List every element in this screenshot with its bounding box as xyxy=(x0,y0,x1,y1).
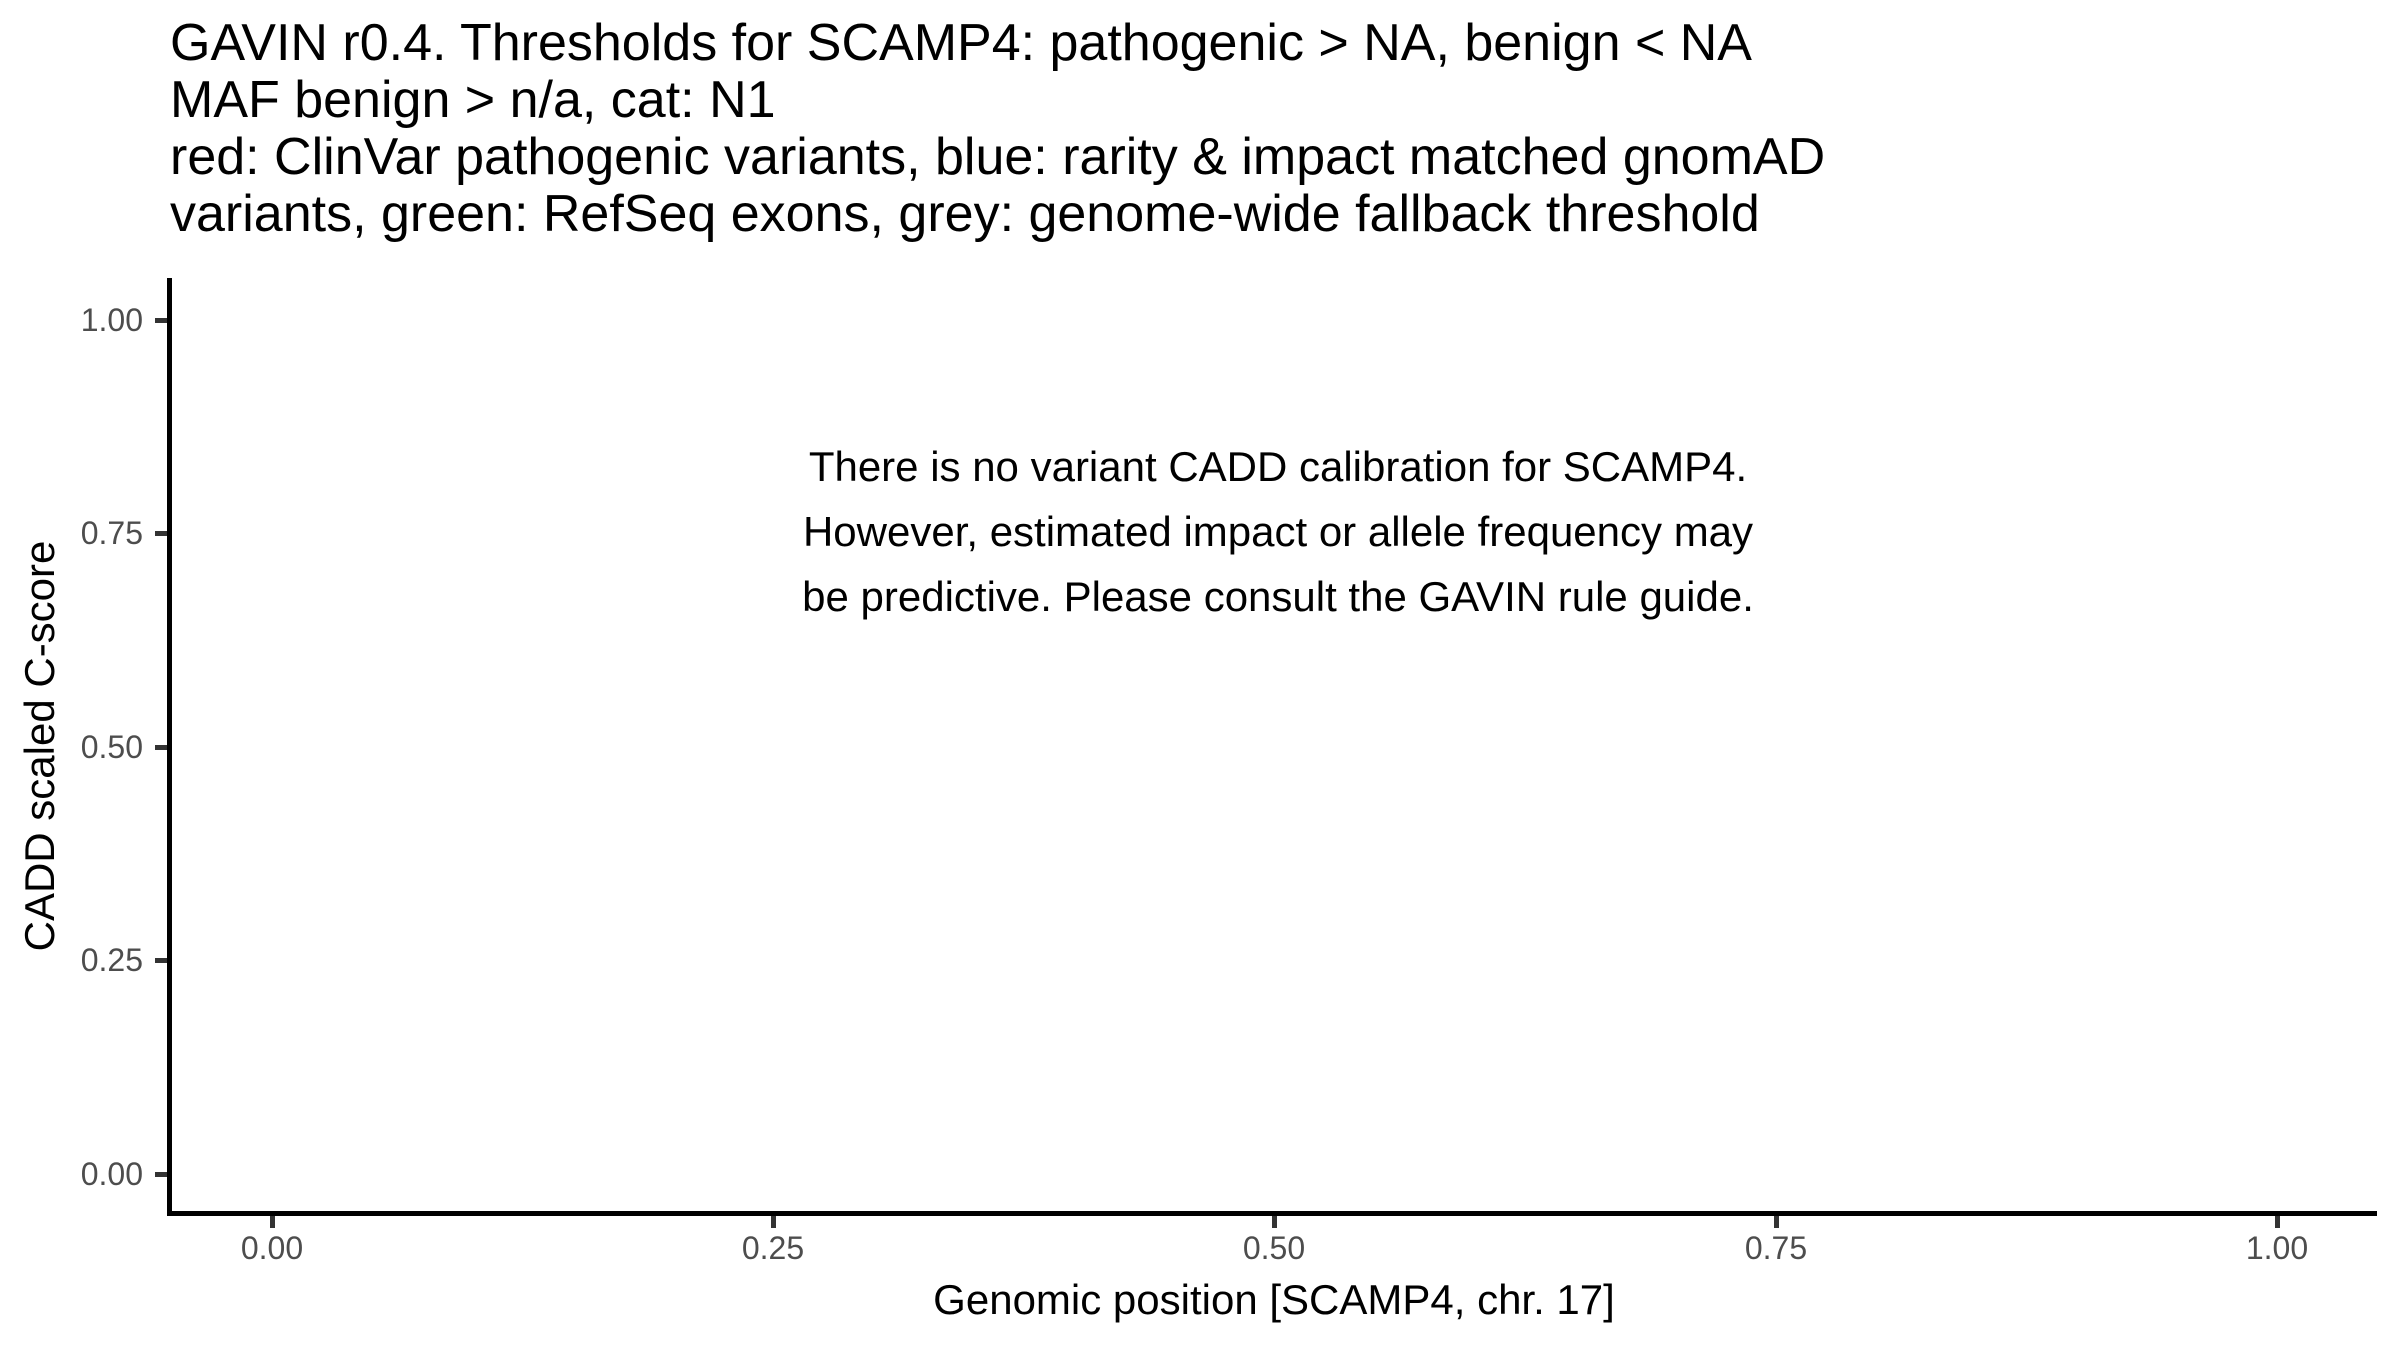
x-axis-tick-0.75 xyxy=(1774,1216,1779,1228)
x-axis-tick-1.00 xyxy=(2275,1216,2280,1228)
x-axis-tick-0.50 xyxy=(1272,1216,1277,1228)
annotation-line-2: However, estimated impact or allele frequency may xyxy=(802,508,1754,555)
y-tick-label: 0.50 xyxy=(80,729,143,765)
annotation-line-1: There is no variant CADD calibration for SCAMP4. xyxy=(808,443,1748,490)
plot-title xyxy=(170,15,1825,243)
x-tick-label: 0.00 xyxy=(240,1230,304,1266)
plot-title-line-1: GAVIN r0.4. Thresholds for SCAMP4: pathogenic > NA, benign < NA xyxy=(170,14,1752,72)
x-tick-label: 0.50 xyxy=(1242,1230,1306,1266)
y-axis-tick-0.00 xyxy=(155,1172,167,1177)
x-tick-label: 1.00 xyxy=(2245,1230,2309,1266)
y-axis-tick-1.00 xyxy=(155,318,167,323)
x-axis-tick-0.00 xyxy=(270,1216,275,1228)
y-tick-label: 1.00 xyxy=(80,302,143,338)
plot-title-line-4: variants, green: RefSeq exons, grey: genome-wide fallback threshold xyxy=(170,185,1760,243)
y-axis-tick-0.75 xyxy=(155,531,167,536)
annotation-line-3: be predictive. Please consult the GAVIN rule guide. xyxy=(802,573,1754,620)
x-axis-tick-0.25 xyxy=(771,1216,776,1228)
plot-title-line-2: MAF benign > n/a, cat: N1 xyxy=(170,71,776,129)
x-tick-label: 0.25 xyxy=(741,1230,805,1266)
y-tick-label: 0.00 xyxy=(80,1156,143,1192)
y-tick-label: 0.75 xyxy=(80,515,143,551)
x-tick-label: 0.75 xyxy=(1744,1230,1808,1266)
y-tick-label: 0.25 xyxy=(80,942,143,978)
y-axis-tick-0.50 xyxy=(155,745,167,750)
no-calibration-annotation xyxy=(802,434,1754,629)
plot-panel xyxy=(167,278,2377,1216)
y-axis-title: CADD scaled C-score xyxy=(16,540,63,952)
y-axis-tick-0.25 xyxy=(155,958,167,963)
x-axis-title: Genomic position [SCAMP4, chr. 17] xyxy=(933,1276,1615,1323)
plot-title-line-3: red: ClinVar pathogenic variants, blue: rarity & impact matched gnomAD xyxy=(170,128,1826,186)
